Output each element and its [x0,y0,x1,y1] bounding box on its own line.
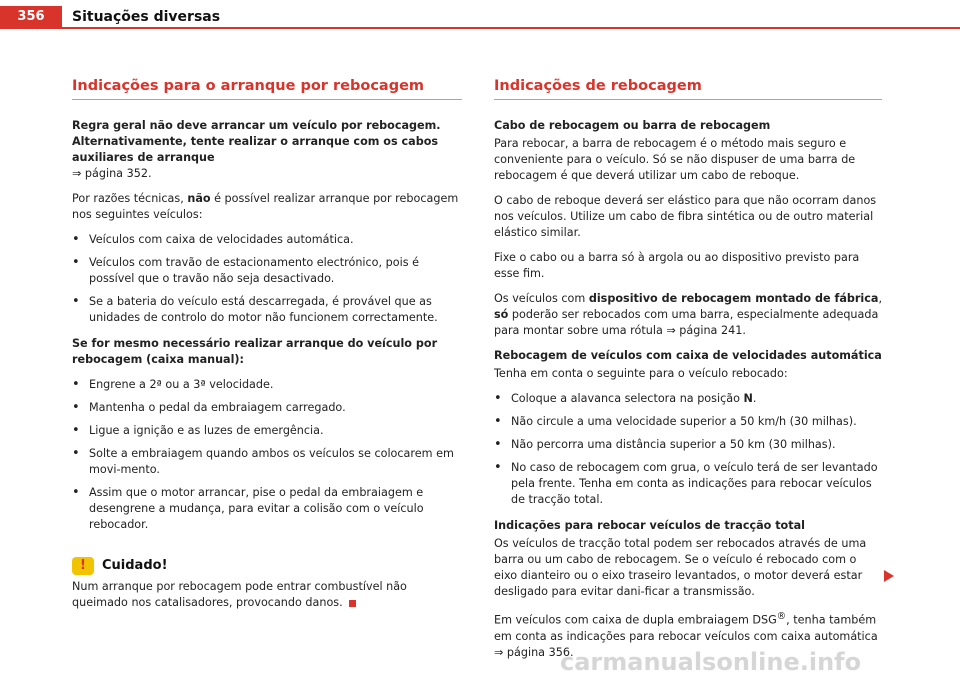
bullet-icon: • [494,460,502,475]
left-column [72,78,462,620]
list-item-text: Ligue a ignição e as luzes de emergência. [89,424,324,437]
end-marker-icon [349,600,356,607]
emphasis-only: só [494,308,509,321]
technical-reasons-paragraph [72,191,462,223]
text-span: poderão ser rebocados com uma barra, especialmente adequada para montar sobre uma rótula [494,308,879,337]
list-item [72,377,462,393]
right-column [494,78,882,670]
paragraph: O cabo de reboque deverá ser elástico para que não ocorram danos nos veículos. Utilize um cabo de fibra sintética ou de outro material elástico similar. [494,194,877,239]
bullet-icon: • [494,391,502,406]
section-heading-tow-start: Indicações para o arranque por rebocagem [72,78,462,100]
list-item-text: Mantenha o pedal da embraiagem carregado. [89,401,346,414]
registered-mark: ® [776,611,787,622]
page-number: 356 [0,6,62,28]
warning-icon: ! [72,557,94,575]
subheading-automatic: Rebocagem de veículos com caixa de velocidades automática [494,349,882,362]
list-item [72,485,462,533]
bullet-icon: • [72,255,80,270]
list-item [494,460,882,508]
page-reference-link[interactable]: ⇒ página 356. [494,645,574,659]
list-item-text: Engrene a 2ª ou a 3ª velocidade. [89,378,274,391]
text-span: , [878,292,883,305]
list-item [494,391,882,407]
list-item-text: No caso de rebocagem com grua, o veículo terá de ser levantado pela frente. Tenha em conta as indicações para rebocar veículos de tracção total. [511,461,878,506]
text-span: é possível realizar arranque por rebocagem nos seguintes veículos: [72,192,459,221]
continue-arrow-icon [884,570,894,582]
subheading-awd: Indicações para rebocar veículos de tracção total [494,519,805,532]
bullet-icon: • [72,377,80,392]
caution-box [72,557,462,575]
text-span: , tenha também em conta as indicações para rebocar veículos com caixa automática [494,613,878,643]
page-header [0,0,960,30]
bullet-icon: • [72,294,80,309]
list-item-text: Veículos com travão de estacionamento electrónico, pois é possível que o travão não seja desactivado. [89,256,419,285]
text-span: . [752,392,757,405]
list-item-text: Coloque a alavanca selectora na posição [511,392,744,405]
list-item-text: Solte a embraiagem quando ambos os veículos se colocarem em movi-mento. [89,447,454,476]
watermark: carmanualsonline.info [560,648,862,676]
list-item [72,232,462,248]
list-item [72,446,462,478]
bullet-icon: • [72,232,80,247]
emphasis-not: não [187,192,211,205]
text-span: Por razões técnicas, [72,192,188,205]
page-reference-link[interactable]: ⇒ página 241. [666,324,746,337]
paragraph: Fixe o cabo ou a barra só à argola ou ao dispositivo previsto para esse fim. [494,251,860,280]
bullet-icon: • [494,437,502,452]
caution-text: Num arranque por rebocagem pode entrar combustível não queimado nos catalisadores, provocando danos. [72,580,407,609]
list-item [72,423,462,439]
gear-position-n: N [743,392,753,405]
chapter-title: Situações diversas [72,9,221,25]
bullet-icon: • [72,400,80,415]
intro-paragraph [72,118,462,182]
text-span: Em veículos com caixa de dupla embraiagem DSG [494,613,777,627]
factory-tow-device-paragraph [494,291,882,339]
bullet-icon: • [494,414,502,429]
bullet-icon: • [72,423,80,438]
intro-bold-text: Regra geral não deve arrancar um veículo por rebocagem. Alternativamente, tente realizar o arranque com os cabos auxiliares de arranque [72,119,441,164]
caution-title: Cuidado! [102,558,168,573]
list-item-text: Não percorra uma distância superior a 50 km (30 milhas). [511,438,836,451]
page-reference-link[interactable]: ⇒ página 352. [72,167,152,180]
text-span: Os veículos com [494,292,589,305]
bullet-icon: • [72,446,80,461]
list-item [494,437,882,453]
subheading-tow-cable: Cabo de rebocagem ou barra de rebocagem [494,119,771,132]
list-item-text: Assim que o motor arrancar, pise o pedal da embraiagem e desengrene a mudança, para evitar a colisão com o veículo rebocador. [89,486,424,531]
paragraph: Os veículos de tracção total podem ser rebocados através de uma barra ou um cabo de rebocagem. Se o veículo é rebocado com o eixo dianteiro ou o eixo traseiro levantados, o motor deverá estar desligado para evitar dani-ficar a transmissão. [494,537,867,598]
list-item [72,400,462,416]
list-item [72,294,462,326]
header-rule [0,27,960,29]
paragraph: Tenha em conta o seguinte para o veículo rebocado: [494,367,788,380]
bullet-icon: • [72,485,80,500]
emphasis-text: dispositivo de rebocagem montado de fábrica [588,292,879,305]
caution-text-paragraph [72,579,462,611]
list-item-text: Se a bateria do veículo está descarregada, é provável que as unidades de controlo do motor não funcionem correctamente. [89,295,438,324]
section-heading-towing: Indicações de rebocagem [494,78,882,100]
paragraph: Para rebocar, a barra de rebocagem é o método mais seguro e conveniente para o veículo. Só se não dispuser de uma barra de rebocagem é que deverá utilizar um cabo de reboque. [494,137,856,182]
list-item-text: Não circule a uma velocidade superior a 50 km/h (30 milhas). [511,415,857,428]
manual-gearbox-subheading: Se for mesmo necessário realizar arranque do veículo por rebocagem (caixa manual): [72,337,438,366]
list-item [72,255,462,287]
list-item-text: Veículos com caixa de velocidades automática. [89,233,354,246]
list-item [494,414,882,430]
